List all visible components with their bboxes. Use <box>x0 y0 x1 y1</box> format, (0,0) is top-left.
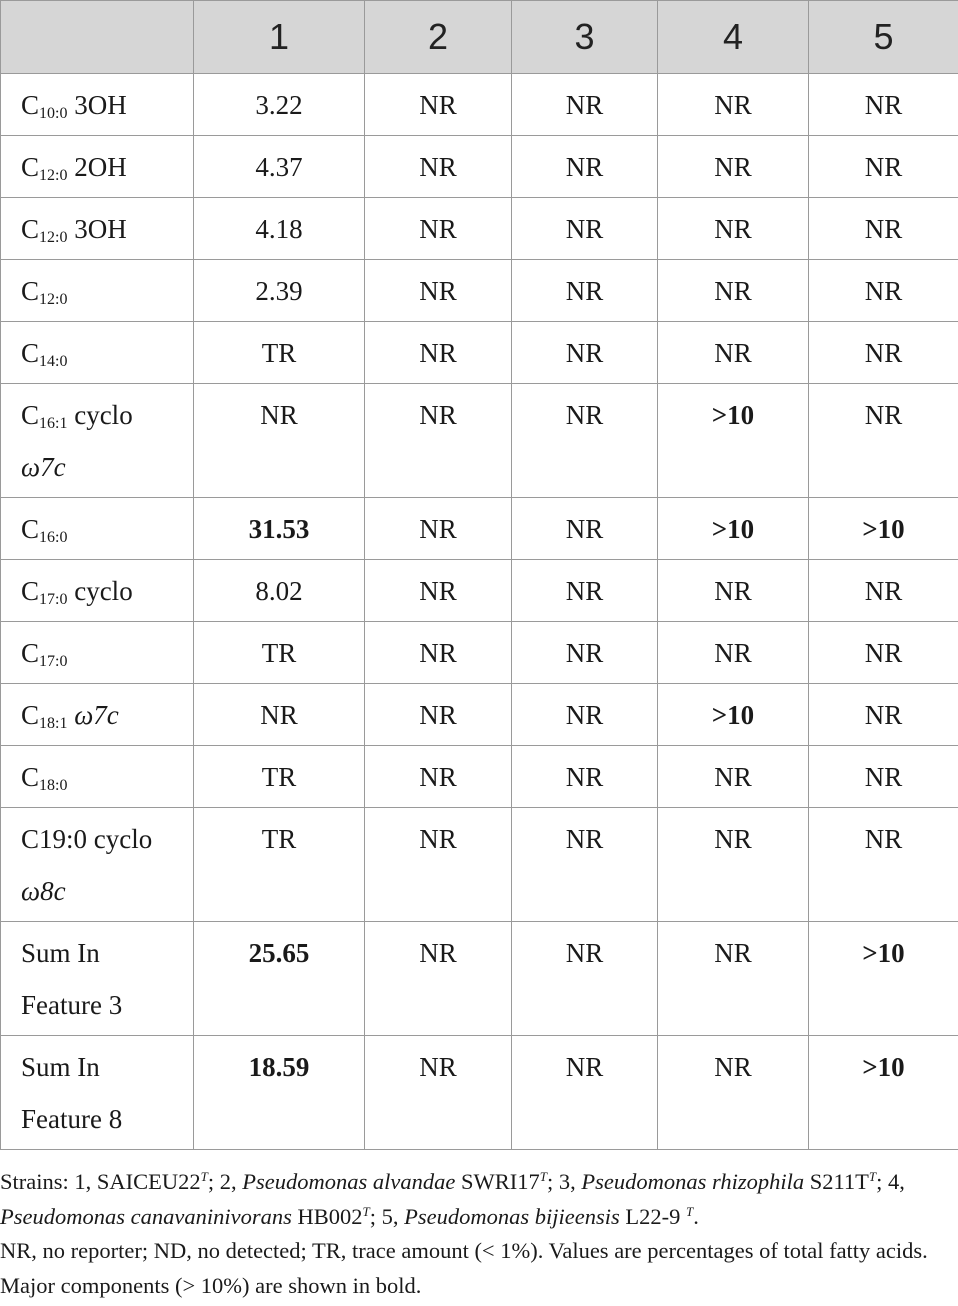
value-cell: NR <box>658 198 809 260</box>
fatty-acid-name <box>1 746 194 808</box>
value-cell: 8.02 <box>194 560 365 622</box>
value-cell: >10 <box>658 498 809 560</box>
name-subscript: 12:0 <box>39 229 68 246</box>
footnote-species: Pseudomonas canavaninivorans <box>0 1203 292 1229</box>
name-subscript: 16:1 <box>39 415 68 432</box>
table-footnote <box>0 1150 958 1303</box>
value-cell: NR <box>658 1036 809 1150</box>
value-cell: NR <box>658 136 809 198</box>
value-cell: NR <box>658 622 809 684</box>
table-row <box>1 1036 958 1150</box>
fatty-acid-name <box>1 198 194 260</box>
value-cell: NR <box>365 136 512 198</box>
header-cell: 1 <box>194 1 365 74</box>
name-main: Sum In <box>21 938 100 968</box>
table-row <box>1 684 958 746</box>
table-row <box>1 198 958 260</box>
fatty-acid-name <box>1 560 194 622</box>
value-cell: NR <box>512 260 658 322</box>
value-cell: NR <box>512 74 658 136</box>
value-cell: NR <box>194 684 365 746</box>
name-line2: ω8c <box>21 876 66 906</box>
value-cell: NR <box>365 260 512 322</box>
value-cell: NR <box>512 498 658 560</box>
header-cell: 2 <box>365 1 512 74</box>
name-main: Sum In <box>21 1052 100 1082</box>
value-cell: NR <box>365 922 512 1036</box>
name-main: C <box>21 400 40 430</box>
header-cell: 5 <box>809 1 958 74</box>
value-cell: NR <box>658 322 809 384</box>
value-cell: NR <box>365 684 512 746</box>
name-subscript: 10:0 <box>39 105 68 122</box>
value-cell: NR <box>809 198 958 260</box>
value-cell: NR <box>365 198 512 260</box>
value-cell: 3.22 <box>194 74 365 136</box>
header-cell <box>1 1 194 74</box>
fatty-acid-name <box>1 808 194 922</box>
value-cell: NR <box>512 808 658 922</box>
footnote-abbreviations: NR, no reporter; ND, no detected; TR, trace amount (< 1%). Values are percentages of total fatty acids. Major components (> 10%) are shown in bold. <box>0 1238 928 1298</box>
value-cell: NR <box>658 922 809 1036</box>
value-cell: NR <box>512 384 658 498</box>
table-row <box>1 384 958 498</box>
value-cell: NR <box>658 560 809 622</box>
value-cell: NR <box>365 384 512 498</box>
value-cell: NR <box>512 322 658 384</box>
name-subscript: 18:1 <box>39 715 68 732</box>
footnote-text: HB002 <box>291 1203 363 1229</box>
value-cell: 25.65 <box>194 922 365 1036</box>
name-subscript: 12:0 <box>39 167 68 184</box>
value-cell: >10 <box>658 684 809 746</box>
name-main: C <box>21 90 40 120</box>
fatty-acid-name <box>1 136 194 198</box>
value-cell: NR <box>658 746 809 808</box>
table-row <box>1 808 958 922</box>
footnote-text: SWRI17 <box>455 1169 540 1194</box>
table-row <box>1 922 958 1036</box>
value-cell: NR <box>809 622 958 684</box>
value-cell: NR <box>809 260 958 322</box>
table-row <box>1 622 958 684</box>
name-subscript: 17:0 <box>39 653 68 670</box>
header-cell: 3 <box>512 1 658 74</box>
header-cell: 4 <box>658 1 809 74</box>
value-cell: NR <box>365 808 512 922</box>
value-cell: NR <box>512 560 658 622</box>
fatty-acid-name <box>1 74 194 136</box>
footnote-text: ; 4, <box>876 1169 905 1194</box>
name-main: C <box>21 638 40 668</box>
footnote-type-mark: T <box>539 1169 547 1184</box>
value-cell: NR <box>365 498 512 560</box>
fatty-acid-name <box>1 322 194 384</box>
table-row <box>1 560 958 622</box>
value-cell: 4.18 <box>194 198 365 260</box>
value-cell: TR <box>194 808 365 922</box>
footnote-type-mark: T <box>200 1169 208 1184</box>
fatty-acid-name <box>1 260 194 322</box>
name-main: C <box>21 276 40 306</box>
value-cell: NR <box>809 322 958 384</box>
name-rest: 3OH <box>67 214 127 244</box>
table-row <box>1 74 958 136</box>
name-line2: ω7c <box>21 452 66 482</box>
value-cell: NR <box>512 746 658 808</box>
footnote-text: S211T <box>804 1169 869 1194</box>
value-cell: NR <box>809 684 958 746</box>
value-cell: NR <box>365 746 512 808</box>
table-row <box>1 136 958 198</box>
footnote-species: Pseudomonas rhizophila <box>581 1169 805 1194</box>
value-cell: NR <box>365 1036 512 1150</box>
name-subscript: 12:0 <box>39 291 68 308</box>
name-main: C <box>21 214 40 244</box>
value-cell: >10 <box>809 1036 958 1150</box>
name-subscript: 18:0 <box>39 777 68 794</box>
name-subscript: 16:0 <box>39 529 68 546</box>
value-cell: NR <box>512 136 658 198</box>
value-cell: 4.37 <box>194 136 365 198</box>
name-rest: cyclo <box>67 400 133 430</box>
fatty-acid-name <box>1 622 194 684</box>
value-cell: NR <box>658 260 809 322</box>
footnote-species: Pseudomonas alvandae <box>242 1169 456 1194</box>
value-cell: NR <box>194 384 365 498</box>
footnote-text: ; 5, <box>369 1203 405 1229</box>
value-cell: NR <box>658 74 809 136</box>
table-row <box>1 498 958 560</box>
name-main: C <box>21 338 40 368</box>
value-cell: TR <box>194 622 365 684</box>
fatty-acid-name <box>1 498 194 560</box>
value-cell: NR <box>809 384 958 498</box>
footnote-type-mark: T <box>362 1203 370 1219</box>
fatty-acid-name <box>1 922 194 1036</box>
name-main: C <box>21 700 40 730</box>
value-cell: NR <box>512 1036 658 1150</box>
table-row <box>1 322 958 384</box>
name-main: C <box>21 514 40 544</box>
name-main: C <box>21 762 40 792</box>
table-row <box>1 260 958 322</box>
value-cell: NR <box>512 922 658 1036</box>
value-cell: NR <box>512 684 658 746</box>
name-line2: Feature 8 <box>21 1104 123 1134</box>
value-cell: NR <box>512 198 658 260</box>
footnote-text: ; 3, <box>546 1169 582 1194</box>
value-cell: TR <box>194 322 365 384</box>
name-rest: 2OH <box>67 152 127 182</box>
value-cell: 18.59 <box>194 1036 365 1150</box>
value-cell: 2.39 <box>194 260 365 322</box>
name-main: C19:0 cyclo <box>21 824 153 854</box>
name-main: C <box>21 152 40 182</box>
header-row <box>1 1 958 74</box>
footnote-species: Pseudomonas bijieensis <box>404 1203 620 1229</box>
footnote-text: . <box>693 1203 699 1229</box>
value-cell: >10 <box>809 498 958 560</box>
value-cell: NR <box>365 622 512 684</box>
value-cell: NR <box>809 74 958 136</box>
name-rest: cyclo <box>67 576 133 606</box>
footnote-type-mark: T <box>868 1169 877 1184</box>
name-italic: ω7c <box>74 700 119 730</box>
value-cell: NR <box>365 560 512 622</box>
footnote-text: ; 2, <box>207 1169 243 1194</box>
value-cell: >10 <box>658 384 809 498</box>
value-cell: NR <box>512 622 658 684</box>
name-line2: Feature 3 <box>21 990 123 1020</box>
name-subscript: 17:0 <box>39 591 68 608</box>
name-subscript: 14:0 <box>39 353 68 370</box>
value-cell: NR <box>365 322 512 384</box>
value-cell: NR <box>809 560 958 622</box>
value-cell: NR <box>365 74 512 136</box>
fatty-acid-name <box>1 384 194 498</box>
footnote-strains-label: Strains: 1, SAICEU22 <box>0 1169 201 1194</box>
fatty-acid-name <box>1 684 194 746</box>
value-cell: NR <box>809 136 958 198</box>
value-cell: NR <box>658 808 809 922</box>
value-cell: TR <box>194 746 365 808</box>
value-cell: NR <box>809 808 958 922</box>
value-cell: NR <box>809 746 958 808</box>
name-rest: 3OH <box>67 90 127 120</box>
fatty-acid-name <box>1 1036 194 1150</box>
footnote-text: L22-9 <box>619 1203 686 1229</box>
footnote-type-mark: T <box>685 1203 694 1219</box>
table-row <box>1 746 958 808</box>
value-cell: 31.53 <box>194 498 365 560</box>
name-main: C <box>21 576 40 606</box>
value-cell: >10 <box>809 922 958 1036</box>
